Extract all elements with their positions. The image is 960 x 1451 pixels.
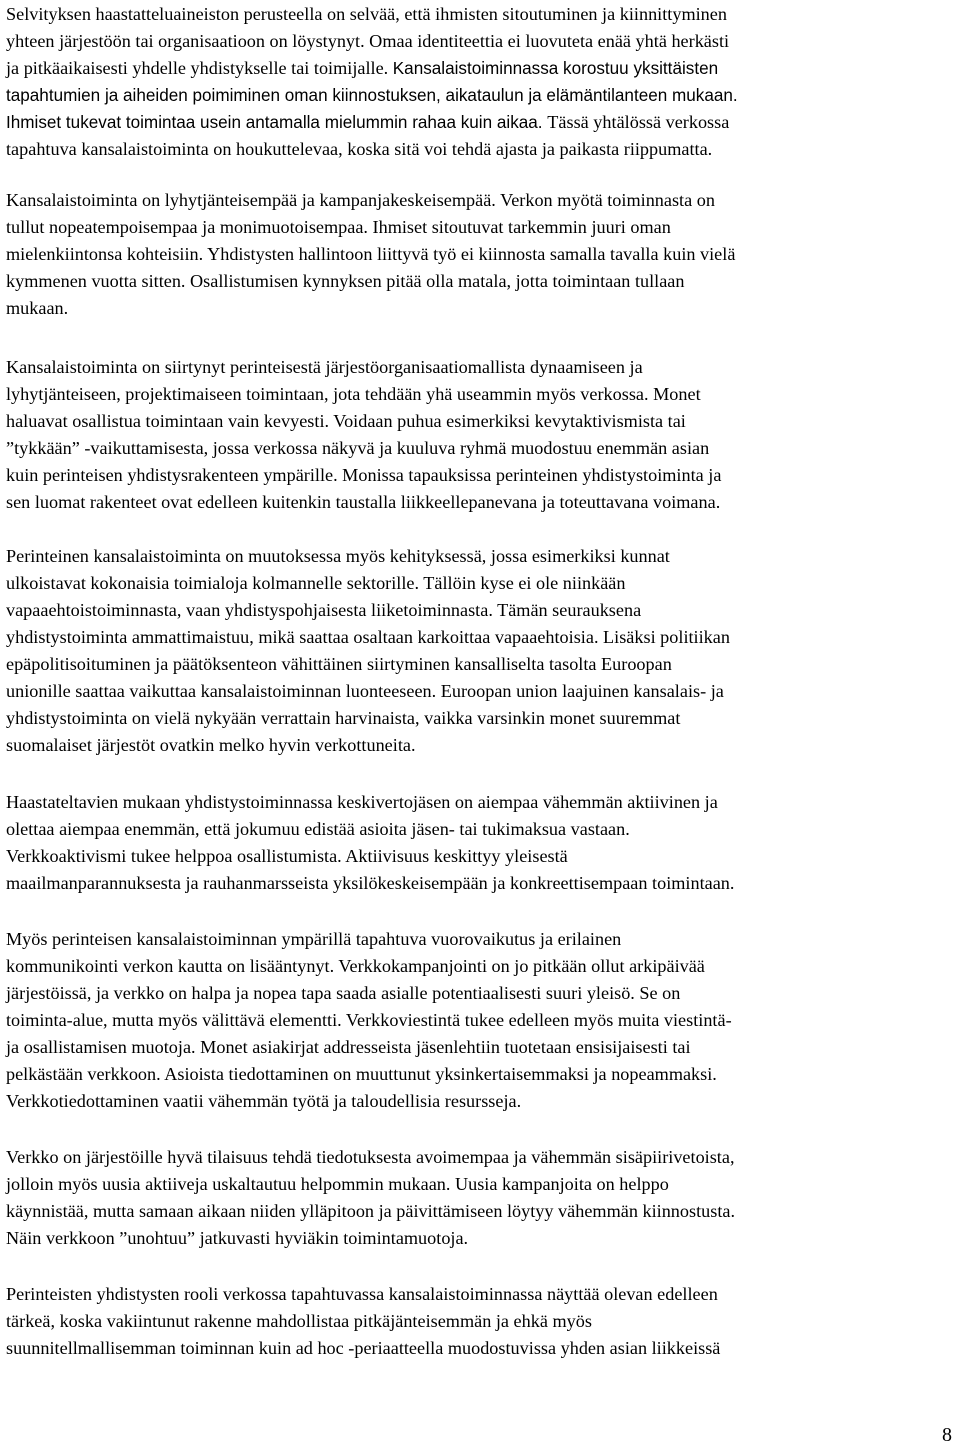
text-segment: ja pitkäaikaisesti yhdelle yhdistykselle tai toimijalle. xyxy=(6,58,393,78)
text-line: tärkeä, koska vakiintunut rakenne mahdollistaa pitkäjänteisemmän ja ehkä myös xyxy=(6,1311,592,1331)
paragraph-4 xyxy=(6,543,960,759)
text-line: Kansalaistoiminta on lyhytjänteisempää ja kampanjakeskeisempää. Verkon myötä toiminnasta on xyxy=(6,190,715,210)
text-line: yhdistystoiminta ammattimaistuu, mikä saattaa osaltaan karkoittaa vapaaehtoisia. Lisäksi politiikan xyxy=(6,627,730,647)
text-line: tapahtuva kansalaistoiminta on houkuttelevaa, koska sitä voi tehdä ajasta ja paikasta riippumatta. xyxy=(6,139,713,159)
text-line: Perinteisten yhdistysten rooli verkossa tapahtuvassa kansalaistoiminnassa näyttää olevan edelleen xyxy=(6,1284,718,1304)
text-line xyxy=(6,109,956,136)
text-line: kommunikointi verkon kautta on lisääntynyt. Verkkokampanjointi on jo pitkään ollut arkipäivää xyxy=(6,956,705,976)
text-line: Perinteinen kansalaistoiminta on muutoksessa myös kehityksessä, jossa esimerkiksi kunnat xyxy=(6,546,670,566)
text-segment: Kansalaistoiminnassa korostuu yksittäisten xyxy=(392,58,719,78)
text-line: kymmenen vuotta sitten. Osallistumisen kynnyksen pitää olla matala, jotta toimintaan tullaan xyxy=(6,271,685,291)
text-line: ja osallistamisen muotoja. Monet asiakirjat addresseista jäsenlehtiin tuotetaan ensisijaisesti tai xyxy=(6,1037,691,1057)
text-line: Verkkoaktivismi tukee helppoa osallistumista. Aktiivisuus keskittyy yleisestä xyxy=(6,846,568,866)
text-line: yhdistystoiminta on vielä nykyään verrattain harvinaista, vaikka varsinkin monet suuremmat xyxy=(6,708,681,728)
text-line: suomalaiset järjestöt ovatkin melko hyvin verkottuneita. xyxy=(6,735,416,755)
text-line: yhteen järjestöön tai organisaatioon on löystynyt. Omaa identiteettia ei luovuteta enää yhtä herkästi xyxy=(6,31,730,51)
text-line: sen luomat rakenteet ovat edelleen kuitenkin taustalla liikkeellepanevana ja toteuttavana voimana. xyxy=(6,492,721,512)
text-line: tapahtumien ja aiheiden poimiminen oman kiinnostuksen, aikataulun ja elämäntilanteen mukaan. xyxy=(6,85,738,105)
text-line: ”tykkään” -vaikuttamisesta, jossa verkossa näkyvä ja kuuluva ryhmä muodostuu enemmän asian xyxy=(6,438,710,458)
paragraph-8 xyxy=(6,1281,960,1362)
text-line: haluavat osallistua toimintaan vain kevyesti. Voidaan puhua esimerkiksi kevytaktivismista tai xyxy=(6,411,686,431)
text-line: käynnistää, mutta samaan aikaan niiden ylläpitoon ja päivittämiseen löytyy vähemmän kiinnostusta. xyxy=(6,1201,736,1221)
paragraph-1 xyxy=(6,1,960,163)
paragraph-2 xyxy=(6,187,960,322)
text-segment: Ihmiset tukevat toimintaa usein antamalla mielummin rahaa kuin aikaa. xyxy=(6,112,548,132)
text-line: suunnitellmallisemman toiminnan kuin ad hoc -periaatteella muodostuvissa yhden asian liikkeissä xyxy=(6,1338,721,1358)
text-line: unionille saattaa vaikuttaa kansalaistoiminnan luonteeseen. Euroopan union laajuinen kansalais- ja xyxy=(6,681,724,701)
text-line: Verkko on järjestöille hyvä tilaisuus tehdä tiedotuksesta avoimempaa ja vähemmän sisäpiirivetoista, xyxy=(6,1147,735,1167)
text-line: Kansalaistoiminta on siirtynyt perinteisestä järjestöorganisaatiomallista dynaamiseen ja xyxy=(6,357,643,377)
text-line: Selvityksen haastatteluaineiston perusteella on selvää, että ihmisten sitoutuminen ja kiinnittyminen xyxy=(6,4,727,24)
text-line: epäpolitisoituminen ja päätöksenteon vähittäinen siirtyminen kansalliselta tasolta Euroopan xyxy=(6,654,672,674)
text-line: lyhytjänteiseen, projektimaiseen toimintaan, jota tehdään yhä useammin myös verkossa. Monet xyxy=(6,384,701,404)
text-line: vapaaehtoistoiminnasta, vaan yhdistyspohjaisesta liiketoiminnasta. Tämän seurauksena xyxy=(6,600,642,620)
text-line xyxy=(6,55,956,82)
text-line: kuin perinteisen yhdistysrakenteen ympärille. Monissa tapauksissa perinteinen yhdistystoiminta ja xyxy=(6,465,722,485)
paragraph-5 xyxy=(6,789,960,897)
text-line: ulkoistavat kokonaisia toimialoja kolmannelle sektorille. Tällöin kyse ei ole niinkään xyxy=(6,573,626,593)
text-segment: Tässä yhtälössä verkossa xyxy=(547,112,730,132)
text-line: Myös perinteisen kansalaistoiminnan ympärillä tapahtuva vuorovaikutus ja erilainen xyxy=(6,929,622,949)
text-line: Haastateltavien mukaan yhdistystoiminnassa keskivertojäsen on aiempaa vähemmän aktiivinen ja xyxy=(6,792,718,812)
paragraph-3 xyxy=(6,354,960,516)
page-number: 8 xyxy=(942,1424,952,1446)
text-line: mielenkiintonsa kohteisiin. Yhdistysten hallintoon liittyvä työ ei kiinnosta samalla tavalla kuin vielä xyxy=(6,244,736,264)
text-line: olettaa aiempaa enemmän, että jokumuu edistää asioita jäsen- tai tukimaksua vastaan. xyxy=(6,819,630,839)
paragraph-7 xyxy=(6,1144,960,1252)
text-line: tullut nopeatempoisempaa ja monimuotoisempaa. Ihmiset sitoutuvat tarkemmin juuri oman xyxy=(6,217,671,237)
text-line: pelkästään verkkoon. Asioista tiedottaminen on muuttunut yksinkertaisemmaksi ja nopeammaksi. xyxy=(6,1064,717,1084)
text-line: maailmanparannuksesta ja rauhanmarsseista yksilökeskeisempään ja konkreettisempaan toimintaan. xyxy=(6,873,735,893)
text-line: toiminta-alue, mutta myös välittävä elementti. Verkkoviestintä tukee edelleen myös muita viestintä- xyxy=(6,1010,732,1030)
text-line: järjestöissä, ja verkko on halpa ja nopea tapa saada asialle potentiaalisesti suuri yleisö. Se on xyxy=(6,983,681,1003)
text-line: Verkkotiedottaminen vaatii vähemmän työtä ja taloudellisia resursseja. xyxy=(6,1091,522,1111)
text-line: Näin verkkoon ”unohtuu” jatkuvasti hyviäkin toimintamuotoja. xyxy=(6,1228,469,1248)
text-line: jolloin myös uusia aktiiveja uskaltautuu helpommin mukaan. Uusia kampanjoita on helppo xyxy=(6,1174,669,1194)
paragraph-6 xyxy=(6,926,960,1115)
text-line: mukaan. xyxy=(6,298,69,318)
